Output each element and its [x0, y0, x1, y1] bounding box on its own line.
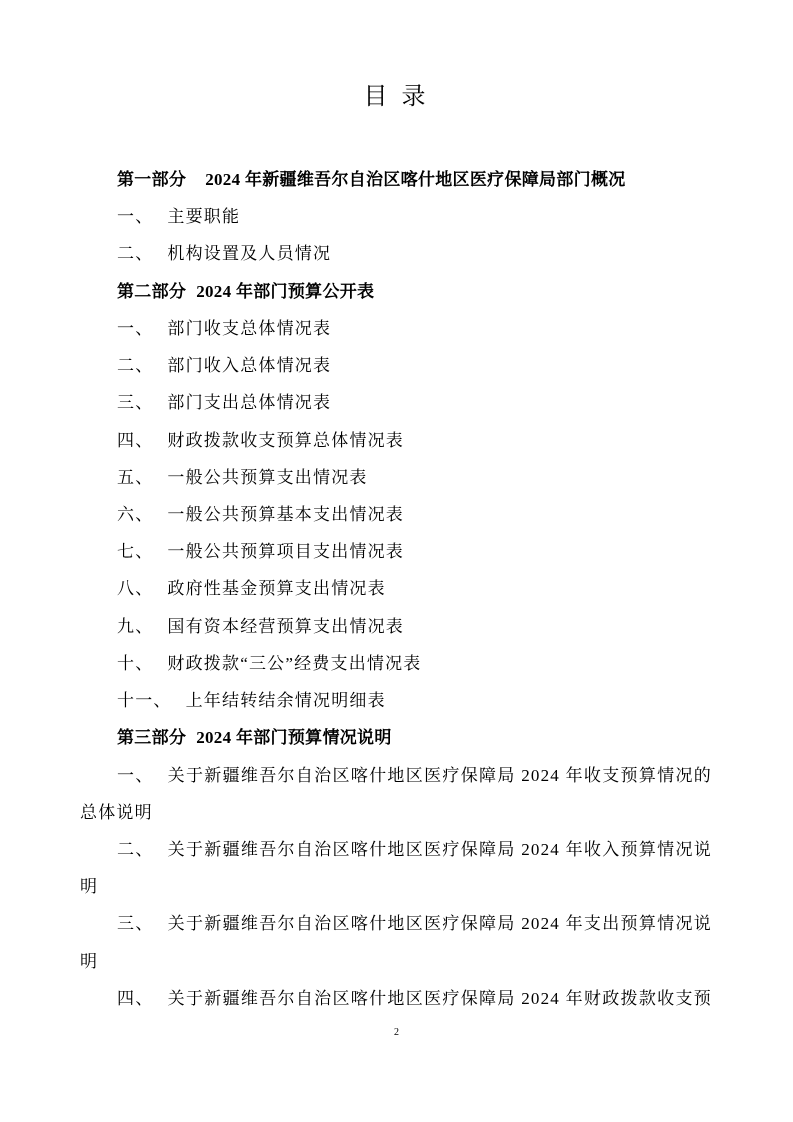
toc-item-continuation: 明 [80, 877, 99, 897]
part-heading [80, 161, 712, 198]
toc-item-number: 四、 [117, 988, 154, 1008]
toc-item-text: 政府性基金预算支出情况表 [167, 579, 386, 599]
toc-item-continuation: 总体说明 [80, 802, 153, 822]
toc-item-text: 财政拨款“三公”经费支出情况表 [167, 653, 422, 673]
toc-item-text: 部门支出总体情况表 [167, 393, 332, 413]
toc-item-text: 一般公共预算基本支出情况表 [167, 504, 405, 524]
part-label: 第三部分 [117, 728, 187, 748]
toc-item-text: 一般公共预算项目支出情况表 [167, 542, 405, 562]
toc-item [80, 235, 712, 272]
toc-item-continuation: 明 [80, 951, 99, 971]
toc-item [80, 198, 712, 235]
toc-item-text: 关于新疆维吾尔自治区喀什地区医疗保障局 2024 年收入预算情况说 [167, 839, 712, 859]
toc-item-number: 一、 [117, 765, 154, 785]
toc-item [80, 533, 712, 570]
toc-item [80, 682, 712, 719]
toc-item [80, 347, 712, 384]
toc-item-number: 三、 [117, 393, 154, 413]
toc-item-text: 关于新疆维吾尔自治区喀什地区医疗保障局 2024 年财政拨款收支预 [167, 988, 712, 1008]
toc-item [80, 757, 712, 794]
part-heading [80, 719, 712, 756]
toc-item-number: 四、 [117, 430, 154, 450]
part-title: 2024 年部门预算公开表 [196, 281, 375, 301]
toc-item [80, 496, 712, 533]
toc-item [80, 645, 712, 682]
part-label: 第一部分 [117, 170, 187, 189]
toc-item-text: 上年结转结余情况明细表 [185, 691, 386, 711]
toc-item [80, 384, 712, 421]
toc-item [80, 608, 712, 645]
page-number: 2 [394, 1027, 399, 1038]
toc-item-number: 二、 [117, 244, 154, 264]
toc-item-number: 一、 [117, 318, 154, 338]
toc-item-number: 二、 [117, 839, 154, 859]
table-of-contents [80, 161, 712, 1017]
toc-item-number: 三、 [117, 914, 154, 934]
part-title: 2024 年部门预算情况说明 [196, 728, 392, 748]
toc-item-number: 八、 [117, 579, 154, 599]
toc-item-number: 十、 [117, 653, 154, 673]
toc-item-text: 关于新疆维吾尔自治区喀什地区医疗保障局 2024 年支出预算情况说 [167, 914, 712, 934]
part-label: 第二部分 [117, 281, 187, 301]
toc-item-text: 国有资本经营预算支出情况表 [167, 616, 405, 636]
toc-item-text: 主要职能 [167, 207, 241, 227]
toc-item-text: 一般公共预算支出情况表 [167, 467, 368, 487]
toc-item-number: 二、 [117, 356, 154, 376]
part-heading [80, 273, 712, 310]
toc-item [80, 570, 712, 607]
toc-item [80, 905, 712, 942]
toc-item-text: 部门收支总体情况表 [167, 318, 332, 338]
toc-item [80, 422, 712, 459]
toc-item-number: 五、 [117, 467, 154, 487]
toc-item [80, 459, 712, 496]
toc-item-text: 财政拨款收支预算总体情况表 [167, 430, 405, 450]
toc-item [80, 310, 712, 347]
toc-item-number: 九、 [117, 616, 154, 636]
toc-item-number: 六、 [117, 504, 154, 524]
toc-item-number: 一、 [117, 207, 154, 227]
toc-item-text: 部门收入总体情况表 [167, 356, 332, 376]
toc-item-number: 十一、 [117, 691, 172, 711]
toc-item-text: 关于新疆维吾尔自治区喀什地区医疗保障局 2024 年收支预算情况的 [167, 765, 712, 785]
part-title: 2024 年新疆维吾尔自治区喀什地区医疗保障局部门概况 [205, 170, 626, 189]
toc-item [80, 980, 712, 1017]
toc-item [80, 831, 712, 868]
document-title: 目 录 [363, 84, 430, 110]
toc-item-number: 七、 [117, 542, 154, 562]
toc-item-text: 机构设置及人员情况 [167, 244, 332, 264]
